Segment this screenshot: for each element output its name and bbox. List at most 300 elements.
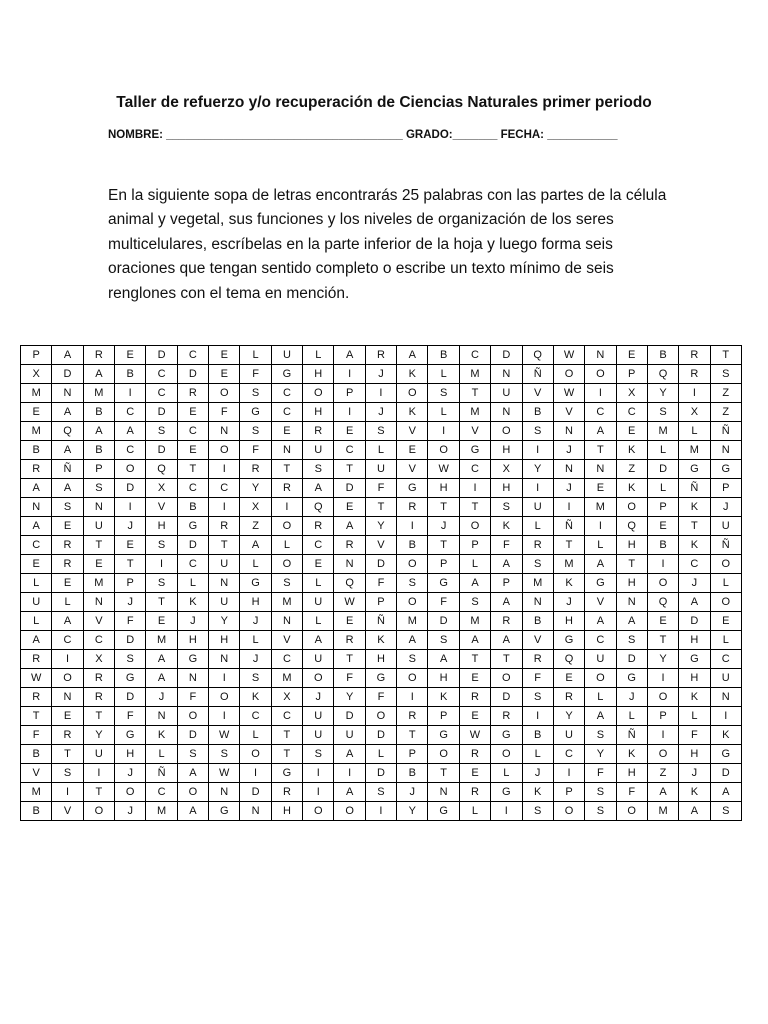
grid-cell: C <box>271 650 302 669</box>
grid-cell: K <box>679 536 710 555</box>
grid-cell: E <box>647 517 678 536</box>
grid-cell: G <box>585 574 616 593</box>
grid-row <box>21 669 742 688</box>
grid-cell: P <box>459 536 490 555</box>
grid-cell: J <box>146 688 177 707</box>
grid-cell: R <box>334 631 365 650</box>
grid-cell: H <box>303 365 334 384</box>
grid-cell: S <box>177 745 208 764</box>
grid-cell: O <box>491 422 522 441</box>
grid-cell: A <box>52 612 83 631</box>
grid-cell: B <box>21 745 52 764</box>
grid-cell: A <box>334 783 365 802</box>
grid-cell: F <box>522 669 553 688</box>
grid-cell: R <box>21 688 52 707</box>
grid-cell: R <box>271 783 302 802</box>
grid-cell: O <box>52 669 83 688</box>
grid-cell: K <box>491 517 522 536</box>
grid-row <box>21 555 742 574</box>
grid-cell: S <box>303 745 334 764</box>
grid-cell: R <box>21 650 52 669</box>
grid-cell: P <box>365 593 396 612</box>
grid-cell: O <box>553 365 584 384</box>
grid-cell: Y <box>397 802 428 821</box>
grid-row <box>21 346 742 365</box>
grid-cell: Ñ <box>679 479 710 498</box>
grid-cell: O <box>209 441 240 460</box>
grid-cell: B <box>428 346 459 365</box>
grid-cell: O <box>491 669 522 688</box>
grid-cell: B <box>21 802 52 821</box>
grid-cell: M <box>146 802 177 821</box>
grid-cell: S <box>397 650 428 669</box>
grid-cell: C <box>177 555 208 574</box>
grid-cell: D <box>365 726 396 745</box>
grid-cell: L <box>177 574 208 593</box>
grid-cell: E <box>334 498 365 517</box>
grid-cell: S <box>303 460 334 479</box>
grid-cell: C <box>146 783 177 802</box>
grid-cell: J <box>240 612 271 631</box>
grid-cell: D <box>679 612 710 631</box>
grid-cell: L <box>146 745 177 764</box>
grid-cell: B <box>522 403 553 422</box>
grid-cell: A <box>115 422 146 441</box>
grid-cell: D <box>146 346 177 365</box>
grid-cell: L <box>710 631 741 650</box>
grid-cell: H <box>177 631 208 650</box>
grid-cell: M <box>397 612 428 631</box>
grid-cell: M <box>679 441 710 460</box>
grid-cell: D <box>616 650 647 669</box>
grid-cell: S <box>146 574 177 593</box>
grid-cell: N <box>209 422 240 441</box>
grid-cell: H <box>616 574 647 593</box>
word-search-grid-body <box>21 346 742 821</box>
grid-cell: T <box>83 707 114 726</box>
grid-cell: K <box>397 403 428 422</box>
grid-cell: G <box>459 441 490 460</box>
grid-cell: O <box>585 669 616 688</box>
grid-cell: K <box>710 726 741 745</box>
grid-cell: R <box>240 460 271 479</box>
grid-cell: E <box>710 612 741 631</box>
grid-cell: Z <box>616 460 647 479</box>
grid-cell: I <box>522 441 553 460</box>
grid-cell: N <box>83 593 114 612</box>
grid-cell: N <box>271 441 302 460</box>
grid-cell: H <box>428 669 459 688</box>
grid-cell: J <box>115 802 146 821</box>
grid-cell: L <box>303 346 334 365</box>
grid-cell: P <box>21 346 52 365</box>
grid-cell: Ñ <box>52 460 83 479</box>
grid-row <box>21 460 742 479</box>
grid-cell: U <box>334 726 365 745</box>
grid-cell: K <box>679 688 710 707</box>
grid-cell: V <box>52 802 83 821</box>
grid-cell: O <box>303 384 334 403</box>
grid-cell: W <box>459 726 490 745</box>
grid-cell: A <box>459 574 490 593</box>
grid-cell: S <box>365 783 396 802</box>
grid-cell: M <box>553 555 584 574</box>
grid-cell: J <box>177 612 208 631</box>
grid-cell: G <box>240 574 271 593</box>
grid-cell: Z <box>710 384 741 403</box>
grid-cell: W <box>553 384 584 403</box>
grid-cell: A <box>491 593 522 612</box>
grid-cell: K <box>679 783 710 802</box>
grid-cell: P <box>115 574 146 593</box>
grid-cell: S <box>522 555 553 574</box>
grid-cell: J <box>303 688 334 707</box>
grid-cell: S <box>522 422 553 441</box>
grid-cell: Y <box>209 612 240 631</box>
grid-cell: T <box>209 536 240 555</box>
grid-cell: K <box>365 631 396 650</box>
grid-cell: E <box>177 403 208 422</box>
grid-cell: V <box>553 403 584 422</box>
grid-cell: U <box>271 346 302 365</box>
grid-cell: L <box>21 612 52 631</box>
grid-cell: A <box>647 783 678 802</box>
grid-cell: D <box>491 688 522 707</box>
grid-row <box>21 574 742 593</box>
grid-row <box>21 441 742 460</box>
grid-cell: I <box>240 764 271 783</box>
grid-cell: C <box>459 460 490 479</box>
grid-cell: J <box>679 764 710 783</box>
grid-cell: U <box>710 669 741 688</box>
grid-cell: C <box>271 403 302 422</box>
grid-cell: X <box>271 688 302 707</box>
grid-cell: O <box>115 460 146 479</box>
grid-cell: Y <box>240 479 271 498</box>
grid-cell: T <box>83 783 114 802</box>
grid-cell: E <box>209 346 240 365</box>
grid-cell: O <box>209 384 240 403</box>
grid-cell: L <box>522 745 553 764</box>
grid-cell: D <box>177 726 208 745</box>
grid-cell: G <box>553 631 584 650</box>
grid-cell: C <box>459 346 490 365</box>
grid-cell: T <box>459 650 490 669</box>
grid-cell: A <box>334 745 365 764</box>
grid-cell: E <box>177 441 208 460</box>
grid-cell: B <box>522 612 553 631</box>
grid-cell: U <box>303 707 334 726</box>
grid-cell: I <box>459 479 490 498</box>
grid-cell: O <box>209 688 240 707</box>
grid-cell: D <box>115 631 146 650</box>
grid-cell: X <box>616 384 647 403</box>
grid-cell: N <box>334 555 365 574</box>
grid-cell: N <box>209 650 240 669</box>
grid-cell: I <box>710 707 741 726</box>
grid-cell: E <box>334 422 365 441</box>
grid-cell: O <box>177 707 208 726</box>
grid-cell: S <box>146 536 177 555</box>
grid-cell: G <box>428 726 459 745</box>
grid-cell: Y <box>647 650 678 669</box>
grid-cell: Ñ <box>553 517 584 536</box>
grid-cell: E <box>616 422 647 441</box>
grid-cell: C <box>177 479 208 498</box>
grid-cell: G <box>710 745 741 764</box>
grid-cell: F <box>240 441 271 460</box>
grid-cell: G <box>240 403 271 422</box>
grid-cell: G <box>271 365 302 384</box>
grid-cell: C <box>585 403 616 422</box>
grid-cell: O <box>365 707 396 726</box>
grid-cell: D <box>647 460 678 479</box>
grid-cell: G <box>115 669 146 688</box>
grid-cell: N <box>52 688 83 707</box>
grid-cell: C <box>679 555 710 574</box>
grid-cell: I <box>52 783 83 802</box>
grid-cell: K <box>428 688 459 707</box>
grid-cell: A <box>52 346 83 365</box>
grid-cell: E <box>303 555 334 574</box>
grid-cell: A <box>21 517 52 536</box>
grid-cell: S <box>115 650 146 669</box>
grid-cell: L <box>303 612 334 631</box>
grid-cell: M <box>83 384 114 403</box>
grid-cell: M <box>21 384 52 403</box>
grid-cell: F <box>365 479 396 498</box>
grid-cell: E <box>209 365 240 384</box>
grid-cell: N <box>83 498 114 517</box>
grid-cell: M <box>83 574 114 593</box>
instructions-paragraph: En la siguiente sopa de letras encontrarás 25 palabras con las partes de la célula animal y vegetal, sus funciones y los niveles de organización de los seres multicelulares, escríbelas en la parte inferior de la hoja y luego forma seis oraciones que tengan sentido completo o escribe un texto mínimo de seis renglones con el tema en mención. <box>108 187 667 302</box>
grid-cell: K <box>146 726 177 745</box>
grid-cell: A <box>679 593 710 612</box>
grid-cell: A <box>303 631 334 650</box>
grid-cell: R <box>52 555 83 574</box>
grid-row <box>21 650 742 669</box>
grid-cell: O <box>710 555 741 574</box>
grid-cell: I <box>491 802 522 821</box>
grid-cell: S <box>397 574 428 593</box>
grid-cell: L <box>710 574 741 593</box>
grid-cell: R <box>303 517 334 536</box>
grid-cell: E <box>553 669 584 688</box>
grid-cell: R <box>522 536 553 555</box>
grid-cell: D <box>177 365 208 384</box>
grid-row <box>21 783 742 802</box>
grid-cell: R <box>459 783 490 802</box>
grid-cell: J <box>115 764 146 783</box>
grid-cell: C <box>209 479 240 498</box>
grid-cell: B <box>647 346 678 365</box>
grid-cell: I <box>303 764 334 783</box>
worksheet-title: Taller de refuerzo y/o recuperación de Ciencias Naturales primer periodo <box>116 94 652 111</box>
grid-cell: O <box>647 574 678 593</box>
grid-cell: N <box>52 384 83 403</box>
grid-cell: H <box>303 403 334 422</box>
grid-cell: N <box>240 802 271 821</box>
grid-cell: T <box>616 555 647 574</box>
grid-cell: L <box>585 536 616 555</box>
grid-cell: I <box>522 479 553 498</box>
grid-cell: C <box>271 707 302 726</box>
grid-cell: A <box>177 764 208 783</box>
grid-cell: U <box>365 460 396 479</box>
grid-cell: O <box>585 365 616 384</box>
grid-cell: X <box>21 365 52 384</box>
grid-cell: K <box>177 593 208 612</box>
grid-cell: V <box>585 593 616 612</box>
grid-cell: F <box>365 574 396 593</box>
grid-cell: C <box>115 403 146 422</box>
grid-cell: B <box>83 441 114 460</box>
grid-cell: R <box>52 726 83 745</box>
grid-cell: Y <box>365 517 396 536</box>
grid-cell: F <box>616 783 647 802</box>
grid-cell: R <box>21 460 52 479</box>
grid-cell: R <box>83 688 114 707</box>
grid-cell: S <box>146 422 177 441</box>
grid-cell: L <box>647 441 678 460</box>
grid-cell: Q <box>522 346 553 365</box>
grid-cell: O <box>240 745 271 764</box>
grid-cell: G <box>428 802 459 821</box>
grid-cell: F <box>240 365 271 384</box>
grid-cell: I <box>553 764 584 783</box>
grid-cell: O <box>397 384 428 403</box>
grid-cell: T <box>428 764 459 783</box>
grid-cell: H <box>271 802 302 821</box>
grid-cell: A <box>491 555 522 574</box>
grid-cell: Ñ <box>710 422 741 441</box>
grid-cell: X <box>83 650 114 669</box>
grid-cell: I <box>83 764 114 783</box>
grid-cell: T <box>115 555 146 574</box>
grid-cell: M <box>647 422 678 441</box>
grid-cell: C <box>271 384 302 403</box>
grid-cell: N <box>710 688 741 707</box>
grid-cell: Q <box>553 650 584 669</box>
grid-cell: T <box>428 536 459 555</box>
grid-cell: O <box>115 783 146 802</box>
grid-cell: L <box>303 574 334 593</box>
grid-cell: I <box>52 650 83 669</box>
grid-cell: R <box>52 536 83 555</box>
grid-cell: G <box>177 650 208 669</box>
grid-cell: L <box>428 365 459 384</box>
grid-cell: Ñ <box>146 764 177 783</box>
grid-row <box>21 403 742 422</box>
grid-cell: T <box>679 517 710 536</box>
grid-cell: M <box>459 403 490 422</box>
grid-cell: A <box>52 441 83 460</box>
grid-cell: C <box>240 707 271 726</box>
grid-cell: I <box>209 669 240 688</box>
grid-cell: B <box>522 726 553 745</box>
grid-cell: Z <box>240 517 271 536</box>
grid-cell: C <box>177 422 208 441</box>
grid-cell: T <box>397 726 428 745</box>
grid-cell: E <box>397 441 428 460</box>
grid-cell: A <box>52 479 83 498</box>
grid-cell: D <box>334 707 365 726</box>
grid-cell: Q <box>647 365 678 384</box>
grid-cell: S <box>647 403 678 422</box>
grid-cell: S <box>616 631 647 650</box>
grid-cell: G <box>271 764 302 783</box>
grid-row <box>21 745 742 764</box>
grid-row <box>21 612 742 631</box>
grid-cell: L <box>679 422 710 441</box>
grid-cell: A <box>397 631 428 650</box>
grid-cell: E <box>334 612 365 631</box>
grid-cell: A <box>21 479 52 498</box>
grid-cell: J <box>240 650 271 669</box>
grid-cell: P <box>397 745 428 764</box>
grid-cell: F <box>491 536 522 555</box>
grid-cell: O <box>553 802 584 821</box>
grid-cell: B <box>177 498 208 517</box>
grid-row <box>21 726 742 745</box>
grid-cell: H <box>365 650 396 669</box>
grid-cell: H <box>553 612 584 631</box>
grid-cell: R <box>491 707 522 726</box>
grid-cell: B <box>83 403 114 422</box>
grid-cell: J <box>365 403 396 422</box>
grid-cell: Q <box>146 460 177 479</box>
grid-cell: A <box>83 365 114 384</box>
grid-cell: L <box>21 574 52 593</box>
grid-cell: E <box>647 612 678 631</box>
grid-cell: D <box>115 688 146 707</box>
grid-cell: O <box>491 745 522 764</box>
grid-cell: L <box>240 346 271 365</box>
grid-cell: G <box>365 669 396 688</box>
grid-cell: S <box>459 593 490 612</box>
grid-cell: N <box>177 669 208 688</box>
grid-cell: C <box>146 365 177 384</box>
grid-cell: Y <box>522 460 553 479</box>
grid-cell: K <box>616 745 647 764</box>
grid-cell: D <box>52 365 83 384</box>
grid-cell: S <box>240 669 271 688</box>
grid-cell: S <box>522 688 553 707</box>
grid-cell: S <box>52 764 83 783</box>
grid-cell: V <box>459 422 490 441</box>
grid-cell: Ñ <box>522 365 553 384</box>
grid-cell: C <box>146 384 177 403</box>
grid-cell: N <box>271 612 302 631</box>
grid-cell: V <box>365 536 396 555</box>
grid-cell: L <box>522 517 553 536</box>
grid-cell: I <box>209 460 240 479</box>
grid-cell: R <box>209 517 240 536</box>
grid-cell: X <box>679 403 710 422</box>
grid-cell: I <box>209 498 240 517</box>
grid-cell: L <box>616 707 647 726</box>
grid-cell: F <box>177 688 208 707</box>
grid-cell: D <box>334 479 365 498</box>
grid-cell: F <box>428 593 459 612</box>
grid-cell: R <box>303 422 334 441</box>
grid-cell: K <box>616 479 647 498</box>
grid-cell: M <box>585 498 616 517</box>
grid-cell: A <box>459 631 490 650</box>
grid-cell: D <box>491 346 522 365</box>
grid-cell: T <box>271 726 302 745</box>
grid-cell: R <box>679 365 710 384</box>
